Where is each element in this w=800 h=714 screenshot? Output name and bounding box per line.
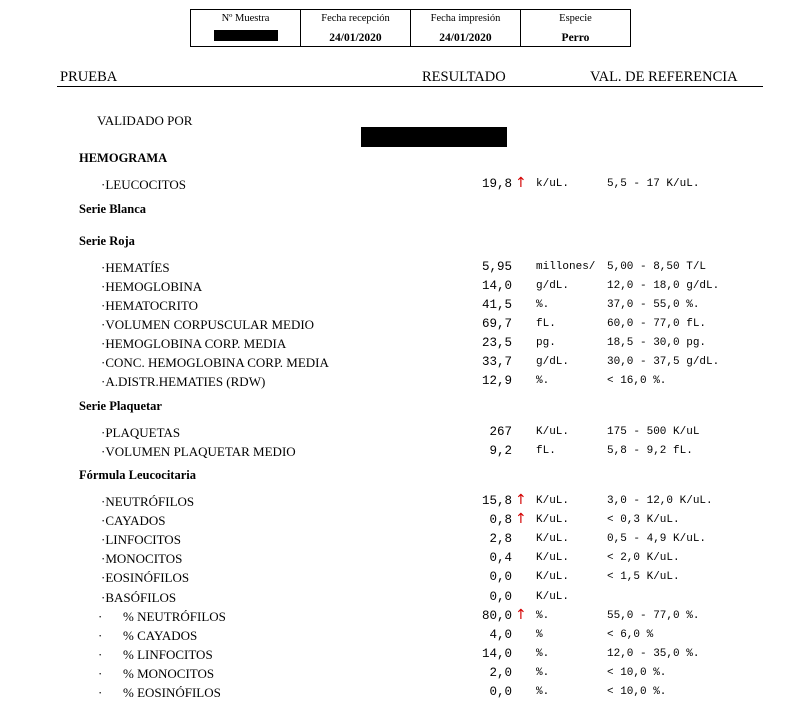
test-unit: %. (536, 609, 550, 622)
test-result: 14,0 (481, 279, 512, 293)
section-serie-blanca: Serie Blanca (79, 202, 147, 216)
result-row (0, 425, 800, 443)
test-result: 33,7 (481, 355, 512, 369)
test-unit: g/dL. (536, 280, 570, 292)
test-unit: K/uL. (536, 590, 570, 603)
species-cell (520, 10, 630, 46)
test-result: 4,0 (489, 627, 512, 642)
test-unit: K/uL. (536, 514, 570, 527)
test-result: 41,5 (481, 298, 512, 312)
reference-range: 12,0 - 18,0 g/dL. (607, 280, 720, 292)
test-unit: K/uL. (536, 571, 570, 584)
test-unit: K/uL. (536, 495, 570, 507)
row-bullet: · (98, 646, 103, 662)
reference-range: < 2,0 K/uL. (607, 552, 680, 565)
test-result: 267 (489, 425, 512, 439)
reception-date-label: Fecha recepción (321, 13, 390, 24)
test-result: 23,5 (481, 336, 512, 350)
test-name: ·MONOCITOS (101, 551, 183, 567)
test-result: 0,8 (489, 513, 512, 528)
column-prueba: PRUEBA (60, 69, 118, 85)
result-row (0, 647, 800, 665)
reference-range: 0,5 - 4,9 K/uL. (607, 533, 707, 546)
validated-by-label: VALIDADO POR (97, 113, 193, 128)
test-name: % LINFOCITOS (123, 646, 213, 662)
species-label: Especie (559, 13, 592, 24)
test-result: 14,0 (481, 646, 512, 661)
test-unit: %. (536, 686, 550, 698)
test-result: 0,0 (489, 570, 512, 585)
test-name: ·HEMATÍES (101, 260, 170, 275)
reference-range: 55,0 - 77,0 %. (607, 609, 700, 622)
reference-range: < 16,0 %. (607, 375, 667, 387)
reference-range: 175 - 500 K/uL (607, 426, 700, 438)
test-name: ·CAYADOS (101, 513, 166, 529)
result-row (0, 317, 800, 335)
reference-range: 3,0 - 12,0 K/uL. (607, 495, 713, 507)
result-row (0, 666, 800, 684)
test-name: ·BASÓFILOS (101, 589, 177, 605)
result-row (0, 606, 800, 627)
result-row (0, 355, 800, 373)
test-name: % EOSINÓFILOS (123, 685, 221, 700)
test-name: % MONOCITOS (123, 665, 215, 681)
print-date-value: 24/01/2020 (439, 32, 492, 44)
test-name: ·CONC. HEMOGLOBINA CORP. MEDIA (101, 355, 329, 370)
result-row (0, 298, 800, 316)
print-date-label: Fecha impresión (430, 13, 501, 24)
test-result: 12,9 (481, 374, 512, 388)
test-name: ·LINFOCITOS (101, 532, 181, 548)
reference-range: < 1,5 K/uL. (607, 571, 680, 584)
sample-number-cell (191, 10, 300, 46)
reference-range: 5,8 - 9,2 fL. (607, 445, 693, 457)
test-result: 0,0 (489, 685, 512, 699)
high-value-arrow-icon: ↑ (515, 606, 527, 623)
section-serie-plaquetar: Serie Plaquetar (79, 399, 162, 413)
reference-range: 12,0 - 35,0 %. (607, 647, 700, 660)
test-name: ·PLAQUETAS (101, 425, 181, 440)
reference-range: < 0,3 K/uL. (607, 514, 680, 527)
test-unit: millones/ (536, 261, 596, 273)
test-result: 80,0 (481, 608, 512, 623)
reference-range: < 6,0 % (607, 628, 654, 641)
result-row (0, 374, 800, 392)
reference-range: < 10,0 %. (607, 686, 667, 698)
reference-range: 60,0 - 77,0 fL. (607, 318, 707, 330)
result-row (0, 513, 800, 531)
reference-range: 5,5 - 17 K/uL. (607, 178, 700, 190)
reception-date-value: 24/01/2020 (329, 32, 382, 44)
test-unit: %. (536, 666, 550, 679)
high-value-arrow-icon: ↑ (515, 511, 527, 528)
section-serie-roja: Serie Roja (79, 234, 135, 248)
test-result: 9,2 (489, 444, 512, 458)
test-name: ·HEMOGLOBINA (101, 279, 203, 294)
test-unit: fL. (536, 445, 556, 457)
test-result: 0,4 (489, 551, 512, 566)
test-result: 19,8 (481, 177, 512, 191)
result-row (0, 590, 800, 608)
test-name: ·VOLUMEN PLAQUETAR MEDIO (101, 444, 296, 459)
test-name: ·VOLUMEN CORPUSCULAR MEDIO (101, 317, 315, 332)
result-row (0, 494, 800, 512)
test-name: ·NEUTRÓFILOS (101, 494, 195, 509)
result-row (0, 532, 800, 550)
print-date-cell (410, 10, 520, 46)
test-name: % NEUTRÓFILOS (123, 608, 226, 624)
sample-number-redaction (214, 30, 278, 41)
test-result: 2,8 (489, 532, 512, 547)
test-name: % CAYADOS (123, 627, 198, 643)
column-referencia: VAL. DE REFERENCIA (590, 69, 738, 85)
result-row (0, 260, 800, 278)
test-unit: fL. (536, 318, 556, 330)
row-bullet: · (98, 608, 103, 624)
test-unit: pg. (536, 337, 556, 349)
test-unit: %. (536, 375, 550, 387)
test-unit: % (536, 628, 543, 641)
test-result: 69,7 (481, 317, 512, 331)
result-row (0, 685, 800, 703)
test-unit: %. (536, 299, 550, 311)
result-row (0, 628, 800, 646)
test-name: ·EOSINÓFILOS (101, 570, 190, 586)
sample-number-label: Nº Muestra (221, 13, 270, 24)
reference-range: 18,5 - 30,0 pg. (607, 337, 707, 349)
test-result: 5,95 (481, 260, 512, 274)
test-name: ·LEUCOCITOS (101, 177, 186, 192)
test-result: 2,0 (489, 665, 512, 680)
test-name: ·HEMATOCRITO (101, 298, 199, 313)
test-unit: k/uL. (536, 178, 570, 190)
high-value-arrow-icon: ↑ (515, 492, 527, 508)
reception-date-cell (300, 10, 410, 46)
test-unit: K/uL. (536, 426, 570, 438)
result-row (0, 177, 800, 195)
result-row (0, 570, 800, 588)
row-bullet: · (98, 665, 103, 681)
reference-range: 30,0 - 37,5 g/dL. (607, 356, 720, 368)
sample-info-table (190, 9, 631, 47)
section-formula-leucocitaria: Fórmula Leucocitaria (79, 468, 196, 482)
column-resultado: RESULTADO (422, 69, 506, 85)
test-name: ·HEMOGLOBINA CORP. MEDIA (101, 336, 287, 351)
result-row (0, 336, 800, 354)
section-hemograma: HEMOGRAMA (79, 151, 168, 165)
species-value: Perro (561, 32, 590, 44)
row-bullet: · (98, 627, 103, 643)
test-result: 15,8 (481, 494, 512, 508)
test-unit: K/uL. (536, 533, 570, 546)
test-name: ·A.DISTR.HEMATIES (RDW) (101, 374, 266, 389)
test-unit: %. (536, 647, 550, 660)
test-result: 0,0 (489, 589, 512, 604)
validator-redaction (361, 127, 507, 147)
test-unit: g/dL. (536, 356, 570, 368)
reference-range: < 10,0 %. (607, 666, 667, 679)
result-row (0, 551, 800, 569)
test-unit: K/uL. (536, 552, 570, 565)
high-value-arrow-icon: ↑ (515, 175, 527, 191)
reference-range: 37,0 - 55,0 %. (607, 299, 700, 311)
result-row (0, 279, 800, 297)
result-row (0, 444, 800, 462)
row-bullet: · (98, 685, 103, 700)
reference-range: 5,00 - 8,50 T/L (607, 261, 707, 273)
header-divider (57, 86, 763, 87)
